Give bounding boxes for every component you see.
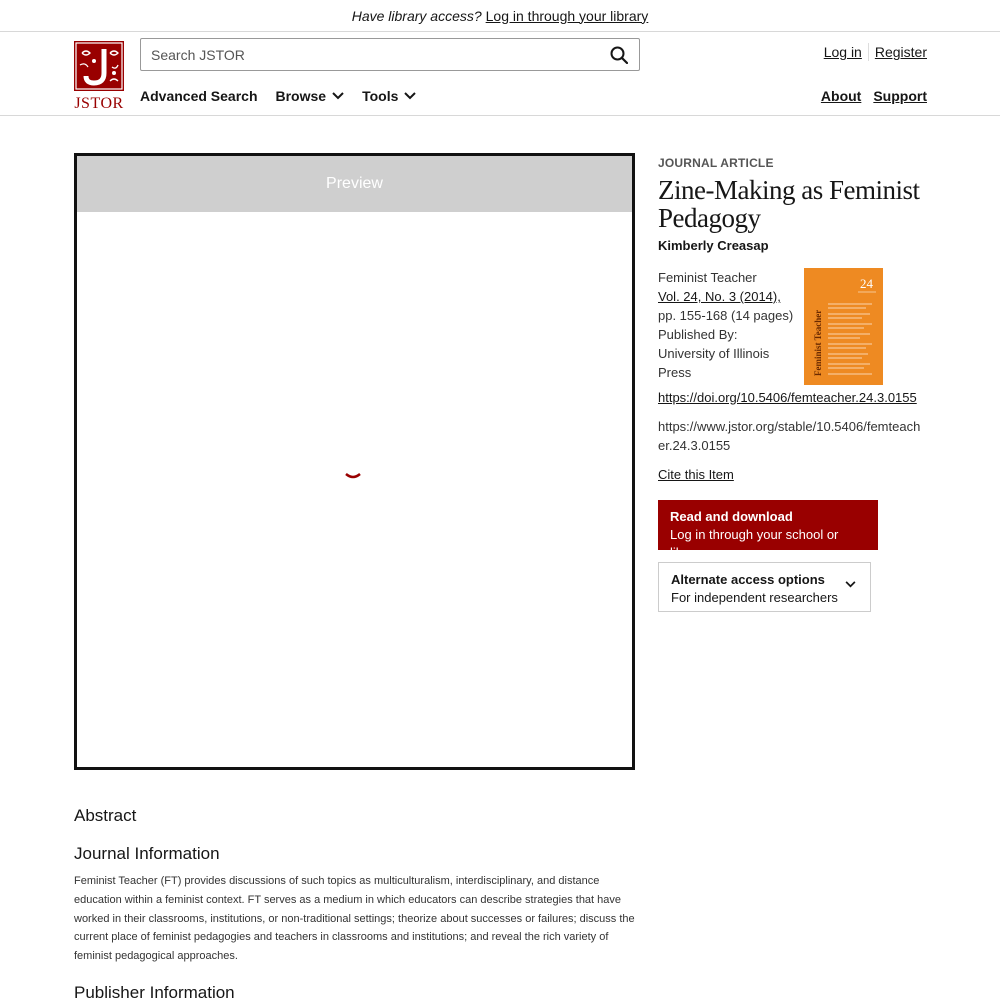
chevron-down-icon bbox=[332, 92, 344, 100]
chevron-down-icon bbox=[845, 581, 856, 588]
read-download-title: Read and download bbox=[670, 509, 793, 524]
header-divider bbox=[0, 115, 1000, 116]
publication-info bbox=[658, 268, 928, 385]
register-link[interactable]: Register bbox=[874, 44, 927, 60]
loading-spinner-icon bbox=[345, 472, 361, 480]
chevron-down-icon bbox=[404, 92, 416, 100]
read-download-button[interactable] bbox=[658, 500, 878, 560]
read-download-subtitle: Log in through your school or library bbox=[670, 527, 839, 560]
nav-advanced-search[interactable] bbox=[140, 88, 258, 104]
logo-wordmark: JSTOR bbox=[74, 95, 124, 112]
abstract-heading: Abstract bbox=[74, 806, 137, 825]
alternate-access-title: Alternate access options bbox=[671, 572, 825, 587]
nav-tools[interactable] bbox=[362, 88, 416, 104]
divider bbox=[868, 43, 869, 61]
article-preview[interactable] bbox=[74, 153, 635, 770]
cover-volume-number: 24 bbox=[860, 276, 873, 291]
nav-advanced-search-label: Advanced Search bbox=[140, 88, 258, 104]
article-details bbox=[658, 156, 928, 612]
search-input[interactable] bbox=[151, 47, 599, 63]
library-access-banner bbox=[0, 0, 1000, 32]
journal-info-heading: Journal Information bbox=[74, 844, 220, 863]
published-by-label: Published By: bbox=[658, 327, 738, 342]
account-links bbox=[824, 43, 927, 61]
cover-title: Feminist Teacher bbox=[813, 309, 823, 376]
nav-browse[interactable] bbox=[276, 88, 345, 104]
article-title: Zine-Making as Feminist Pedagogy bbox=[658, 175, 920, 233]
search-icon bbox=[610, 46, 628, 64]
doi-link[interactable]: https://doi.org/10.5406/femteacher.24.3.0155 bbox=[658, 390, 917, 405]
journal-name: Feminist Teacher bbox=[658, 270, 757, 285]
alternate-access-subtitle: For independent researchers bbox=[671, 590, 838, 605]
logo-emblem bbox=[74, 41, 124, 91]
nav-about[interactable]: About bbox=[820, 88, 862, 104]
journal-cover[interactable] bbox=[804, 268, 883, 385]
secondary-nav bbox=[809, 88, 927, 104]
library-login-link[interactable]: Log in through your library bbox=[485, 7, 649, 24]
nav-browse-label: Browse bbox=[275, 88, 327, 104]
publisher-info-heading: Publisher Information bbox=[74, 983, 235, 1000]
content-type: JOURNAL ARTICLE bbox=[658, 156, 774, 170]
login-link[interactable]: Log in bbox=[823, 44, 862, 60]
journal-info-text: Feminist Teacher (FT) provides discussions of such topics as multiculturalism, interdisciplinary, and distance education within a feminist context. FT serves as a medium in which educators can describe strategies that have worked in their classrooms, institutions, or non-traditional settings; theorize about successes or failures; discuss the current place of feminist pedagogies and teachers in classrooms and institutions; and reveal the rich variety of feminist pedagogical approaches. bbox=[74, 875, 635, 963]
article-author: Kimberly Creasap bbox=[658, 238, 769, 253]
volume-link[interactable]: Vol. 24, No. 3 (2014), bbox=[658, 289, 781, 304]
nav-support[interactable]: Support bbox=[873, 88, 927, 104]
publisher-name: University of Illinois Press bbox=[658, 346, 770, 380]
nav-tools-label: Tools bbox=[362, 88, 399, 104]
page-range: pp. 155-168 (14 pages) bbox=[658, 308, 794, 323]
jstor-logo[interactable] bbox=[74, 41, 126, 113]
search-bar bbox=[140, 38, 640, 71]
cite-item-link[interactable]: Cite this Item bbox=[658, 467, 734, 482]
stable-url: https://www.jstor.org/stable/10.5406/femteacher.24.3.0155 bbox=[658, 419, 921, 453]
alternate-access-button[interactable] bbox=[658, 562, 871, 612]
search-button[interactable] bbox=[599, 39, 639, 70]
main-nav bbox=[140, 88, 434, 104]
library-access-question: Have library access? bbox=[351, 7, 482, 24]
preview-header bbox=[77, 156, 632, 212]
preview-label: Preview bbox=[326, 175, 383, 192]
